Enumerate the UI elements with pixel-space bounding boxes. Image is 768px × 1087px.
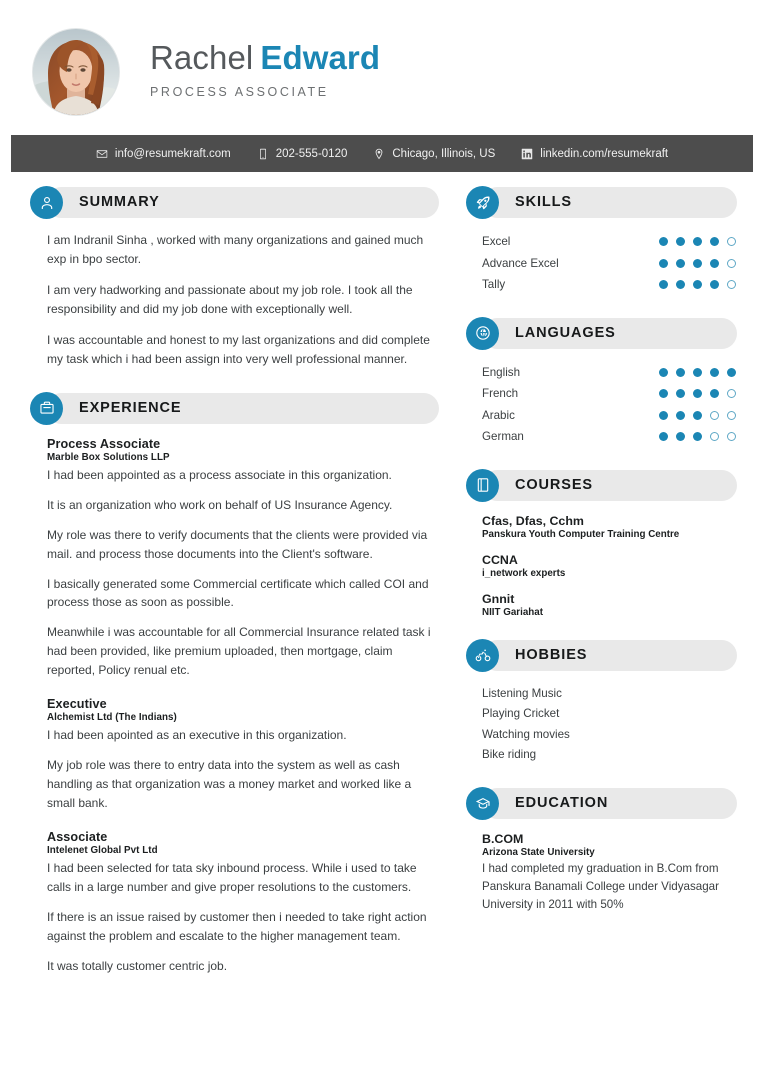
skills-body	[466, 231, 737, 314]
language-label: French	[482, 387, 519, 401]
experience-paragraph: Meanwhile i was accountable for all Commercial Insurance related task i had been provided, like premium uploaded, then mortgage, claim reported, Policy renual etc.	[47, 625, 431, 678]
job-role-subtitle: PROCESS ASSOCIATE	[150, 84, 329, 99]
language-row	[482, 426, 737, 448]
experience-paragraph: It is an organization who work on behalf of US Insurance Agency.	[47, 497, 393, 512]
rating-dot-filled	[693, 389, 702, 398]
experience-description	[47, 859, 439, 976]
section-skills-header	[466, 186, 737, 219]
contact-phone-text: 202-555-0120	[275, 147, 348, 160]
rating-dot-empty	[727, 411, 736, 420]
skill-row	[482, 231, 737, 253]
briefcase-icon	[30, 392, 63, 425]
rocket-icon	[466, 186, 499, 219]
globe-icon	[466, 317, 499, 350]
resume-header	[0, 0, 768, 135]
rating-dot-filled	[710, 280, 719, 289]
section-education-header	[466, 787, 737, 820]
rating-dots	[659, 389, 737, 398]
rating-dots	[659, 237, 737, 246]
resume-body	[0, 186, 768, 999]
rating-dot-filled	[710, 389, 719, 398]
section-education	[466, 787, 737, 932]
contact-bar	[11, 135, 753, 172]
contact-location[interactable]	[373, 148, 495, 160]
rating-dot-filled	[659, 389, 668, 398]
course-item	[482, 553, 737, 579]
name-block	[150, 40, 380, 103]
languages-body	[466, 362, 737, 466]
contact-email[interactable]	[96, 148, 231, 160]
summary-paragraph: I am very hadworking and passionate about my job role. I took all the responsibility and did my job done with exceptionally well.	[47, 282, 413, 316]
skill-label: Advance Excel	[482, 256, 559, 270]
rating-dot-empty	[727, 389, 736, 398]
rating-dot-filled	[659, 280, 668, 289]
course-item	[482, 592, 737, 618]
rating-dot-filled	[693, 368, 702, 377]
rating-dot-empty	[710, 432, 719, 441]
graduation-cap-icon	[466, 787, 499, 820]
section-hobbies-title: HOBBIES	[515, 646, 588, 663]
section-education-title: EDUCATION	[515, 795, 609, 811]
courses-body	[466, 514, 737, 636]
education-school: Arizona State University	[482, 847, 595, 858]
experience-role: Executive	[47, 697, 107, 712]
section-courses-header	[466, 469, 737, 502]
experience-paragraph: I basically generated some Commercial certificate which called COI and process those as soon as possible.	[47, 576, 429, 610]
experience-paragraph: I had been selected for tata sky inbound process. While i used to take calls in a large number and give proper resolutions to the customers.	[47, 861, 417, 895]
rating-dot-empty	[710, 411, 719, 420]
bicycle-icon	[466, 639, 499, 672]
experience-role: Process Associate	[47, 436, 161, 451]
experience-entry	[47, 697, 439, 813]
rating-dots	[659, 368, 737, 377]
education-entry	[482, 832, 737, 914]
section-summary	[30, 186, 439, 389]
hobby-item: Playing Cricket	[482, 707, 560, 721]
experience-paragraph: I had been apointed as an executive in this organization.	[47, 728, 347, 743]
first-name: Rachel	[150, 39, 254, 77]
education-body	[466, 832, 737, 932]
section-languages-header	[466, 317, 737, 350]
experience-paragraph: My job role was there to entry data into the system as well as cash handling as that organization was a money market and worked like a small bank.	[47, 758, 412, 811]
section-summary-title: SUMMARY	[79, 194, 160, 210]
contact-phone[interactable]	[257, 148, 348, 160]
profile-photo-illustration	[33, 29, 119, 115]
rating-dot-filled	[727, 368, 736, 377]
rating-dot-filled	[676, 432, 685, 441]
experience-entry	[47, 830, 439, 976]
section-skills	[466, 186, 737, 314]
rating-dot-filled	[693, 432, 702, 441]
left-column	[0, 186, 452, 999]
last-name: Edward	[260, 39, 381, 77]
experience-paragraph: My role was there to verify documents that the clients were provided via mail. and process those documents into the Client's software.	[47, 527, 428, 561]
education-description: I had completed my graduation in B.Com from Panskura Banamali College under Vidyasagar University in 2011 with 50%	[482, 862, 719, 911]
rating-dot-filled	[710, 237, 719, 246]
course-item	[482, 514, 737, 540]
contact-linkedin[interactable]	[521, 148, 668, 160]
rating-dot-empty	[727, 280, 736, 289]
hobby-item: Watching movies	[482, 727, 570, 741]
experience-paragraph: If there is an issue raised by customer then i needed to take right action against the problem and escalate to the higher management team.	[47, 910, 427, 943]
education-degree: B.COM	[482, 832, 524, 846]
section-skills-title: SKILLS	[515, 194, 572, 210]
experience-company: Alchemist Ltd (The Indians)	[47, 712, 177, 724]
rating-dot-filled	[659, 259, 668, 268]
rating-dot-filled	[710, 368, 719, 377]
rating-dot-filled	[659, 432, 668, 441]
page-title	[150, 40, 380, 76]
section-courses	[466, 469, 737, 636]
skill-row	[482, 274, 737, 296]
rating-dots	[659, 280, 737, 289]
section-hobbies	[466, 639, 737, 785]
section-hobbies-header	[466, 639, 737, 672]
experience-role: Associate	[47, 830, 108, 845]
contact-email-text: info@resumekraft.com	[114, 147, 231, 160]
right-column	[452, 186, 768, 935]
rating-dots	[659, 432, 737, 441]
rating-dot-filled	[676, 368, 685, 377]
course-name: Cfas, Dfas, Cchm	[482, 513, 584, 528]
course-name: Gnnit	[482, 591, 515, 606]
contact-linkedin-text: linkedin.com/resumekraft	[540, 147, 669, 160]
hobby-item: Bike riding	[482, 748, 537, 762]
rating-dot-filled	[659, 368, 668, 377]
summary-body	[30, 231, 439, 389]
skill-label: Excel	[482, 235, 511, 249]
hobbies-body	[466, 684, 737, 785]
hobby-item: Listening Music	[482, 686, 562, 700]
person-icon	[30, 186, 63, 219]
envelope-icon	[96, 148, 108, 160]
experience-description	[47, 726, 439, 813]
language-label: English	[482, 365, 521, 379]
section-summary-header	[30, 186, 439, 219]
skill-row	[482, 253, 737, 275]
section-experience-title: EXPERIENCE	[79, 399, 182, 416]
skill-label: Tally	[482, 278, 506, 292]
rating-dot-filled	[659, 237, 668, 246]
rating-dot-filled	[693, 411, 702, 420]
rating-dot-filled	[676, 237, 685, 246]
contact-location-text: Chicago, Illinois, US	[392, 147, 496, 160]
phone-icon	[257, 148, 269, 160]
rating-dot-filled	[693, 237, 702, 246]
book-icon	[466, 469, 499, 502]
rating-dot-filled	[676, 280, 685, 289]
experience-paragraph: I had been appointed as a process associate in this organization.	[47, 467, 392, 482]
rating-dot-empty	[727, 237, 736, 246]
experience-company: Marble Box Solutions LLP	[47, 451, 170, 463]
avatar	[33, 29, 119, 115]
language-label: Arabic	[482, 408, 515, 422]
experience-body	[30, 437, 439, 996]
summary-paragraph: I am Indranil Sinha , worked with many organizations and gained much exp in bpo sector.	[47, 233, 424, 266]
experience-entry	[47, 437, 439, 681]
section-experience-header	[30, 392, 439, 425]
rating-dot-filled	[676, 259, 685, 268]
course-provider: Panskura Youth Computer Training Centre	[482, 528, 680, 540]
section-languages	[466, 317, 737, 466]
experience-description	[47, 466, 439, 681]
section-languages-title: LANGUAGES	[515, 324, 616, 341]
rating-dot-filled	[693, 280, 702, 289]
language-row	[482, 362, 737, 384]
rating-dot-filled	[693, 259, 702, 268]
rating-dot-empty	[727, 432, 736, 441]
experience-company: Intelenet Global Pvt Ltd	[47, 845, 158, 857]
rating-dot-filled	[710, 259, 719, 268]
language-row	[482, 383, 737, 405]
language-row	[482, 405, 737, 427]
rating-dot-empty	[727, 259, 736, 268]
location-pin-icon	[373, 148, 385, 160]
language-label: German	[482, 430, 524, 444]
linkedin-icon	[521, 148, 533, 160]
course-name: CCNA	[482, 552, 518, 567]
section-courses-title: COURSES	[515, 476, 594, 493]
rating-dots	[659, 411, 737, 420]
rating-dot-filled	[676, 411, 685, 420]
section-experience	[30, 392, 439, 996]
rating-dot-filled	[676, 389, 685, 398]
rating-dots	[659, 259, 737, 268]
course-provider: NIIT Gariahat	[482, 606, 543, 618]
experience-paragraph: It was totally customer centric job.	[47, 958, 228, 973]
course-provider: i_network experts	[482, 567, 566, 579]
rating-dot-filled	[659, 411, 668, 420]
summary-paragraph: I was accountable and honest to my last organizations and did complete my task which i had been assign into very well professional manner.	[47, 332, 430, 366]
